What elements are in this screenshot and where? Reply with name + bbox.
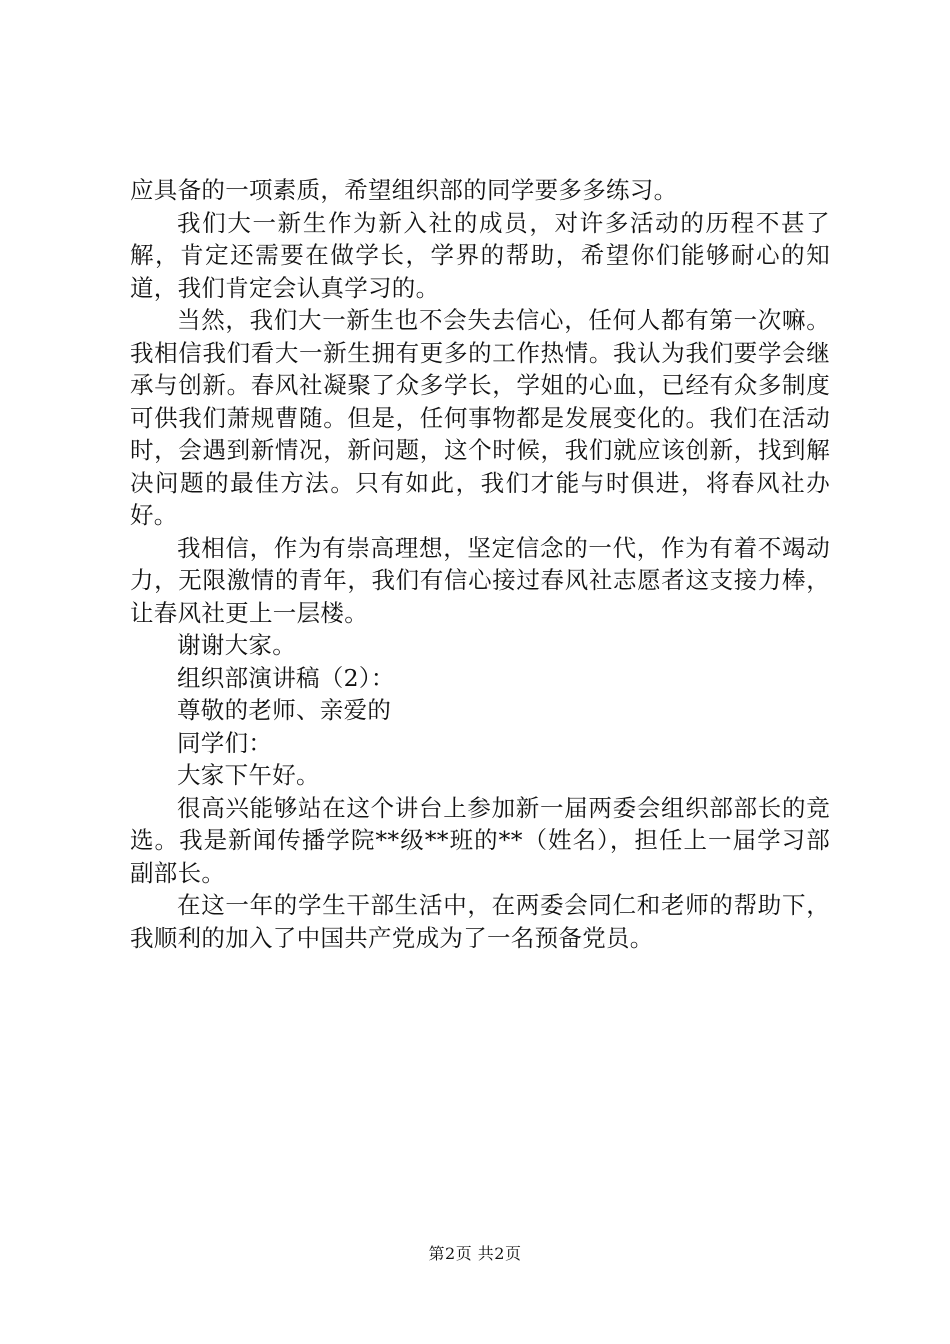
paragraph-9: 大家下午好。 — [177, 761, 320, 789]
document-body — [130, 174, 830, 954]
paragraph-2: 我们大一新生作为新入社的成员，对许多活动的历程不甚了解，肯定还需要在做学长，学界的帮助，希望你们能够耐心的知道，我们肯定会认真学习的。 — [130, 208, 830, 302]
paragraph-6-heading: 组织部演讲稿（2）： — [177, 663, 395, 692]
page-footer: 第2页 共2页 — [428, 1244, 522, 1263]
paragraph-10: 很高兴能够站在这个讲台上参加新一届两委会组织部部长的竞选。我是新闻传播学院**级**班的**（姓名），担任上一届学习部副部长。 — [130, 793, 830, 887]
paragraph-4: 我相信，作为有崇高理想，坚定信念的一代，作为有着不竭动力，无限激情的青年，我们有信心接过春风社志愿者这支接力棒，让春风社更上一层楼。 — [130, 533, 830, 627]
paragraph-8: 同学们： — [177, 728, 273, 757]
paragraph-7: 尊敬的老师、亲爱的 — [177, 696, 392, 724]
paragraph-5: 谢谢大家。 — [177, 631, 296, 659]
paragraph-3: 当然，我们大一新生也不会失去信心，任何人都有第一次嘛。我相信我们看大一新生拥有更多的工作热情。我认为我们要学会继承与创新。春风社凝聚了众多学长，学姐的心血，已经有众多制度可供我们萧规曹随。但是，任何事物都是发展变化的。我们在活动时，会遇到新情况，新问题，这个时候，我们就应该创新，找到解决问题的最佳方法。只有如此，我们才能与时俱进，将春风社办好。 — [130, 306, 830, 529]
paragraph-11: 在这一年的学生干部生活中，在两委会同仁和老师的帮助下，我顺利的加入了中国共产党成为了一名预备党员。 — [130, 891, 830, 952]
paragraph-1: 应具备的一项素质，希望组织部的同学要多多练习。 — [130, 176, 678, 204]
